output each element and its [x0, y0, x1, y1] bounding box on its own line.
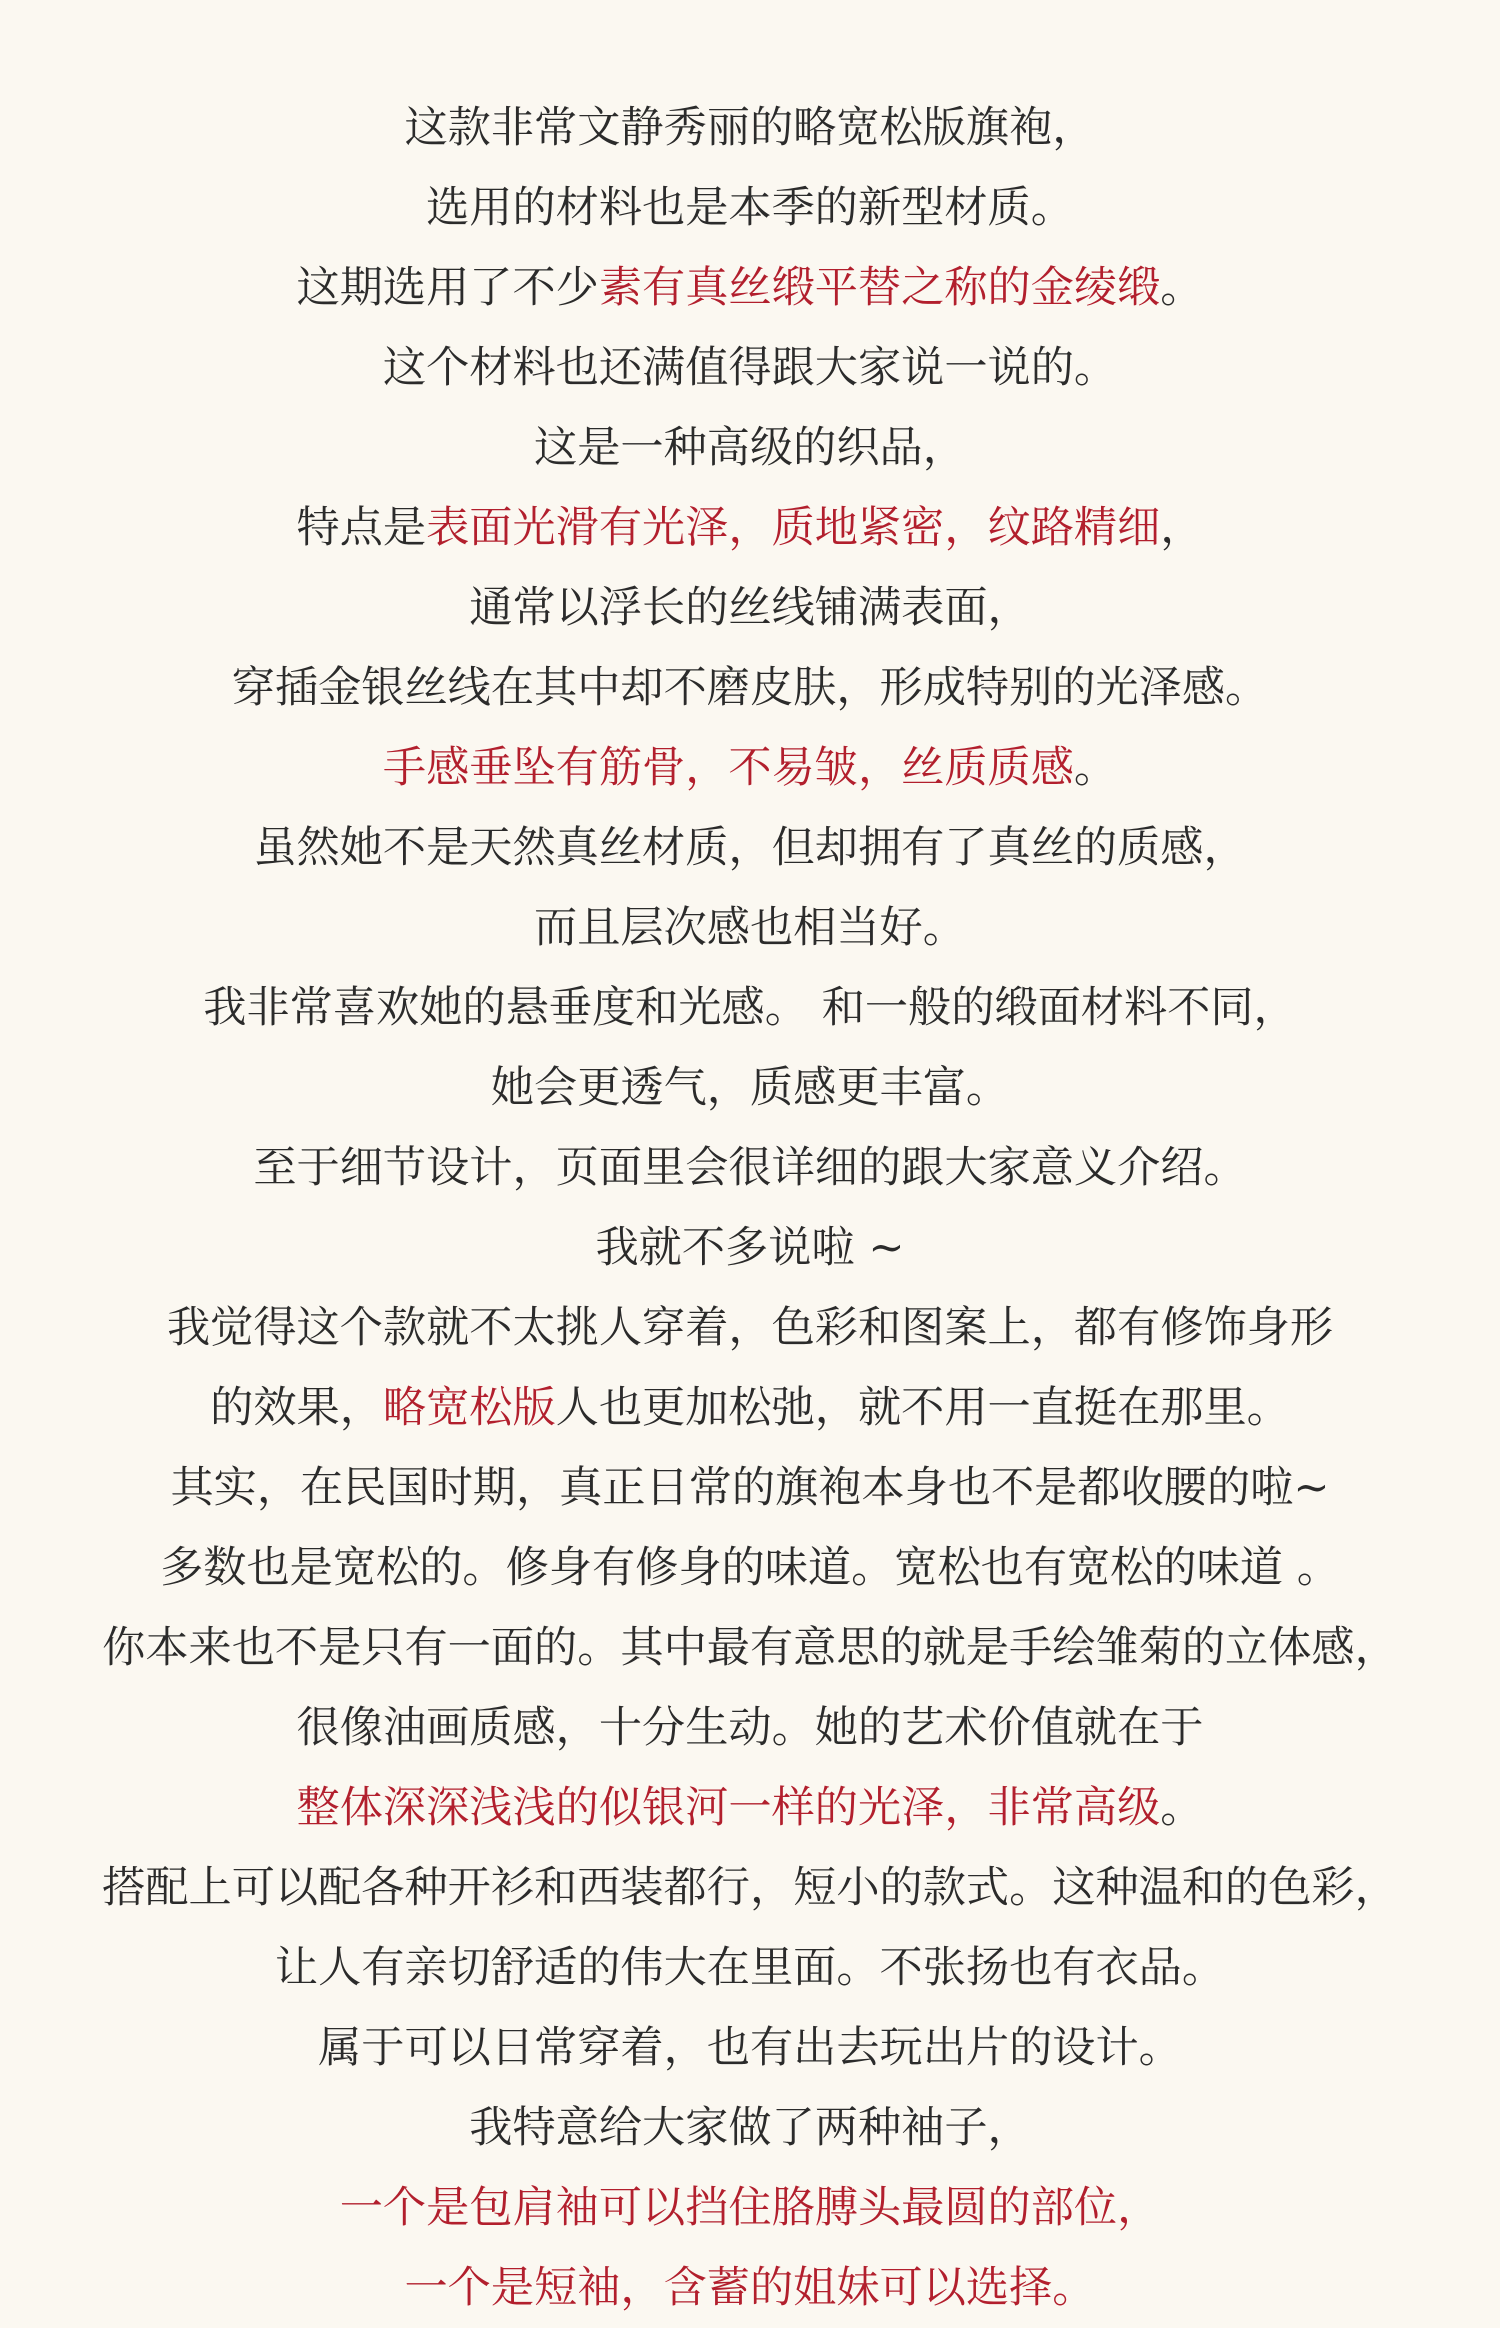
highlighted-text: 一个是短袖，含蓄的姐妹可以选择。 — [404, 2263, 1096, 2313]
body-text: 这是一种高级的织品， — [534, 423, 966, 473]
text-line — [0, 888, 1500, 968]
body-text: 至于细节设计，页面里会很详细的跟大家意义介绍。 — [253, 1143, 1247, 1193]
body-text: 这期选用了不少 — [296, 263, 599, 313]
body-text: 这个材料也还满值得跟大家说一说的。 — [382, 343, 1118, 393]
body-text: 。 — [1073, 743, 1118, 793]
text-line — [0, 1048, 1500, 1128]
body-text: 而且层次感也相当好。 — [534, 903, 966, 953]
text-line — [0, 1128, 1500, 1208]
highlighted-text: 表面光滑有光泽，质地紧密，纹路精细 — [426, 503, 1161, 553]
text-line — [0, 1288, 1500, 1368]
body-text: ， — [1160, 503, 1204, 553]
body-text: 多数也是宽松的。修身有修身的味道。宽松也有宽松的味道 。 — [160, 1543, 1340, 1593]
text-line — [0, 568, 1500, 648]
text-line — [0, 88, 1500, 168]
highlighted-text: 一个是包肩袖可以挡住胳膊头最圆的部位， — [339, 2183, 1161, 2233]
text-line — [0, 2168, 1500, 2248]
text-line — [0, 2248, 1500, 2328]
body-text: 穿插金银丝线在其中却不磨皮肤，形成特别的光泽感。 — [231, 663, 1269, 713]
text-line — [0, 408, 1500, 488]
text-line — [0, 2088, 1500, 2168]
body-text: 虽然她不是天然真丝材质，但却拥有了真丝的质感， — [253, 823, 1247, 873]
body-text: 选用的材料也是本季的新型材质。 — [426, 183, 1074, 233]
text-line — [0, 968, 1500, 1048]
body-text: 搭配上可以配各种开衫和西装都行，短小的款式。这种温和的色彩， — [102, 1863, 1398, 1913]
highlighted-text: 素有真丝缎平替之称的金绫缎 — [598, 263, 1161, 313]
text-line — [0, 1368, 1500, 1448]
text-line — [0, 1688, 1500, 1768]
text-line — [0, 1528, 1500, 1608]
body-text: 让人有亲切舒适的伟大在里面。不张扬也有衣品。 — [274, 1943, 1226, 1993]
text-line — [0, 328, 1500, 408]
text-line — [0, 648, 1500, 728]
text-line — [0, 1848, 1500, 1928]
text-line — [0, 1768, 1500, 1848]
body-text: 我觉得这个款就不太挑人穿着，色彩和图案上，都有修饰身形 — [166, 1303, 1334, 1353]
body-text: 我就不多说啦 ~ — [595, 1223, 905, 1273]
highlighted-text: 手感垂坠有筋骨，不易皱，丝质质感 — [382, 743, 1074, 793]
text-line — [0, 488, 1500, 568]
body-text: 我特意给大家做了两种袖子， — [469, 2103, 1031, 2153]
body-text: 特点是 — [296, 503, 427, 553]
body-text: 很像油画质感，十分生动。她的艺术价值就在于 — [296, 1703, 1204, 1753]
body-text: 人也更加松弛，就不用一直挺在那里。 — [555, 1383, 1290, 1433]
body-text: 其实，在民国时期，真正日常的旗袍本身也不是都收腰的啦~ — [170, 1463, 1330, 1513]
body-text: 这款非常文静秀丽的略宽松版旗袍， — [404, 103, 1096, 153]
body-text: 。 — [1160, 263, 1204, 313]
body-text: 你本来也不是只有一面的。其中最有意思的就是手绘雏菊的立体感， — [102, 1623, 1398, 1673]
text-line — [0, 168, 1500, 248]
article-body — [0, 88, 1500, 2328]
body-text: 属于可以日常穿着，也有出去玩出片的设计。 — [318, 2023, 1182, 2073]
text-line — [0, 1448, 1500, 1528]
highlighted-text: 略宽松版 — [382, 1383, 556, 1433]
body-text: 的效果， — [210, 1383, 383, 1433]
text-line — [0, 728, 1500, 808]
body-text: 。 — [1160, 1783, 1204, 1833]
body-text: 我非常喜欢她的悬垂度和光感。 和一般的缎面材料不同， — [203, 983, 1297, 1033]
text-line — [0, 2008, 1500, 2088]
text-line — [0, 1928, 1500, 2008]
body-text: 她会更透气，质感更丰富。 — [490, 1063, 1010, 1113]
text-line — [0, 248, 1500, 328]
text-line — [0, 1608, 1500, 1688]
highlighted-text: 整体深深浅浅的似银河一样的光泽，非常高级 — [296, 1783, 1161, 1833]
body-text: 通常以浮长的丝线铺满表面， — [469, 583, 1031, 633]
text-line — [0, 1208, 1500, 1288]
text-line — [0, 808, 1500, 888]
